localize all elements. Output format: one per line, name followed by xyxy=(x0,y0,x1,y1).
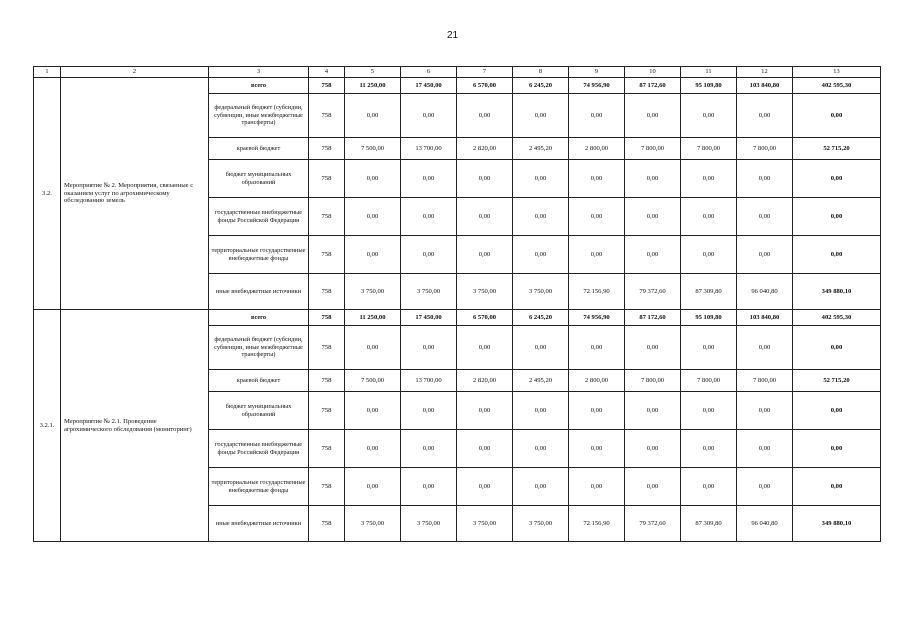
year-value: 0,00 xyxy=(401,430,457,468)
year-value: 0,00 xyxy=(681,468,737,506)
budget-code: 758 xyxy=(309,198,345,236)
year-value: 0,00 xyxy=(345,198,401,236)
year-value: 0,00 xyxy=(457,326,513,370)
budget-code: 758 xyxy=(309,78,345,94)
year-value: 0,00 xyxy=(401,326,457,370)
year-value: 6 570,00 xyxy=(457,78,513,94)
year-value: 0,00 xyxy=(569,94,625,138)
year-value: 0,00 xyxy=(569,468,625,506)
year-value: 0,00 xyxy=(513,468,569,506)
year-value: 0,00 xyxy=(401,236,457,274)
column-number: 1 xyxy=(34,67,61,78)
year-value: 2 800,00 xyxy=(569,138,625,160)
total-value: 0,00 xyxy=(793,160,881,198)
year-value: 96 040,80 xyxy=(737,274,793,310)
column-number: 13 xyxy=(793,67,881,78)
year-value: 0,00 xyxy=(401,160,457,198)
funding-source: иные внебюджетные источники xyxy=(209,274,309,310)
year-value: 13 700,00 xyxy=(401,138,457,160)
column-number: 4 xyxy=(309,67,345,78)
budget-code: 758 xyxy=(309,468,345,506)
total-value: 0,00 xyxy=(793,236,881,274)
total-value: 0,00 xyxy=(793,468,881,506)
budget-code: 758 xyxy=(309,326,345,370)
year-value: 11 250,00 xyxy=(345,78,401,94)
total-value: 402 595,30 xyxy=(793,78,881,94)
year-value: 0,00 xyxy=(345,326,401,370)
funding-source: бюджет муниципальных образований xyxy=(209,160,309,198)
year-value: 0,00 xyxy=(345,160,401,198)
year-value: 0,00 xyxy=(681,392,737,430)
year-value: 0,00 xyxy=(625,160,681,198)
year-value: 0,00 xyxy=(457,430,513,468)
budget-table xyxy=(33,66,881,542)
year-value: 3 750,00 xyxy=(457,274,513,310)
year-value: 0,00 xyxy=(457,236,513,274)
year-value: 0,00 xyxy=(457,94,513,138)
funding-source: территориальные государственные внебюджетные фонды xyxy=(209,236,309,274)
year-value: 13 700,00 xyxy=(401,370,457,392)
funding-source: краевой бюджет xyxy=(209,370,309,392)
year-value: 2 820,00 xyxy=(457,370,513,392)
year-value: 74 956,90 xyxy=(569,310,625,326)
table-row xyxy=(34,310,881,326)
year-value: 0,00 xyxy=(625,430,681,468)
column-number-row xyxy=(34,67,881,78)
year-value: 0,00 xyxy=(737,198,793,236)
year-value: 103 840,80 xyxy=(737,78,793,94)
year-value: 3 750,00 xyxy=(513,274,569,310)
year-value: 3 750,00 xyxy=(513,506,569,542)
total-value: 349 880,10 xyxy=(793,274,881,310)
year-value: 2 820,00 xyxy=(457,138,513,160)
year-value: 0,00 xyxy=(569,326,625,370)
budget-code: 758 xyxy=(309,160,345,198)
year-value: 7 500,00 xyxy=(345,370,401,392)
budget-code: 758 xyxy=(309,310,345,326)
year-value: 3 750,00 xyxy=(345,274,401,310)
column-number: 8 xyxy=(513,67,569,78)
year-value: 0,00 xyxy=(681,326,737,370)
year-value: 0,00 xyxy=(513,198,569,236)
year-value: 7 800,00 xyxy=(625,138,681,160)
year-value: 7 800,00 xyxy=(625,370,681,392)
year-value: 2 495,20 xyxy=(513,370,569,392)
year-value: 2 800,00 xyxy=(569,370,625,392)
column-number: 2 xyxy=(61,67,209,78)
year-value: 0,00 xyxy=(457,392,513,430)
total-value: 0,00 xyxy=(793,198,881,236)
year-value: 6 245,20 xyxy=(513,78,569,94)
year-value: 0,00 xyxy=(569,160,625,198)
year-value: 0,00 xyxy=(513,430,569,468)
year-value: 0,00 xyxy=(345,236,401,274)
year-value: 2 495,20 xyxy=(513,138,569,160)
year-value: 0,00 xyxy=(513,392,569,430)
funding-source: иные внебюджетные источники xyxy=(209,506,309,542)
year-value: 0,00 xyxy=(681,430,737,468)
year-value: 87 309,80 xyxy=(681,274,737,310)
funding-source: всего xyxy=(209,78,309,94)
year-value: 0,00 xyxy=(457,160,513,198)
column-number: 9 xyxy=(569,67,625,78)
year-value: 0,00 xyxy=(681,198,737,236)
page-number: 21 xyxy=(446,30,459,41)
total-value: 52 715,20 xyxy=(793,138,881,160)
year-value: 17 450,00 xyxy=(401,310,457,326)
budget-code: 758 xyxy=(309,370,345,392)
year-value: 3 750,00 xyxy=(401,274,457,310)
year-value: 103 840,80 xyxy=(737,310,793,326)
year-value: 7 500,00 xyxy=(345,138,401,160)
year-value: 0,00 xyxy=(401,468,457,506)
measure-name: Мероприятие № 2.1. Проведение агрохимического обследования (мониторинг) xyxy=(61,310,209,542)
year-value: 0,00 xyxy=(625,468,681,506)
total-value: 402 595,30 xyxy=(793,310,881,326)
year-value: 0,00 xyxy=(737,468,793,506)
total-value: 52 715,20 xyxy=(793,370,881,392)
year-value: 0,00 xyxy=(681,94,737,138)
year-value: 17 450,00 xyxy=(401,78,457,94)
column-number: 10 xyxy=(625,67,681,78)
funding-source: федеральный бюджет (субсидии, субвенции, иные межбюджетные трансферты) xyxy=(209,326,309,370)
year-value: 7 800,00 xyxy=(681,370,737,392)
year-value: 0,00 xyxy=(737,160,793,198)
year-value: 0,00 xyxy=(625,198,681,236)
year-value: 0,00 xyxy=(569,430,625,468)
total-value: 349 880,10 xyxy=(793,506,881,542)
column-number: 7 xyxy=(457,67,513,78)
column-number: 12 xyxy=(737,67,793,78)
funding-source: всего xyxy=(209,310,309,326)
year-value: 0,00 xyxy=(681,160,737,198)
year-value: 0,00 xyxy=(345,94,401,138)
year-value: 95 109,80 xyxy=(681,78,737,94)
year-value: 7 800,00 xyxy=(737,370,793,392)
year-value: 0,00 xyxy=(457,468,513,506)
year-value: 3 750,00 xyxy=(457,506,513,542)
year-value: 0,00 xyxy=(737,430,793,468)
year-value: 0,00 xyxy=(569,198,625,236)
year-value: 0,00 xyxy=(345,430,401,468)
year-value: 0,00 xyxy=(513,160,569,198)
year-value: 7 800,00 xyxy=(737,138,793,160)
measure-name: Мероприятие № 2. Мероприятия, связанные с оказанием услуг по агрохимическому обследованию земель xyxy=(61,78,209,310)
year-value: 79 372,60 xyxy=(625,506,681,542)
year-value: 0,00 xyxy=(513,326,569,370)
funding-source: краевой бюджет xyxy=(209,138,309,160)
funding-source: территориальные государственные внебюджетные фонды xyxy=(209,468,309,506)
column-number: 5 xyxy=(345,67,401,78)
funding-source: федеральный бюджет (субсидии, субвенции, иные межбюджетные трансферты) xyxy=(209,94,309,138)
funding-source: государственные внебюджетные фонды Российской Федерации xyxy=(209,430,309,468)
year-value: 0,00 xyxy=(401,94,457,138)
year-value: 0,00 xyxy=(625,392,681,430)
year-value: 6 570,00 xyxy=(457,310,513,326)
year-value: 0,00 xyxy=(513,236,569,274)
year-value: 0,00 xyxy=(401,392,457,430)
budget-code: 758 xyxy=(309,138,345,160)
year-value: 0,00 xyxy=(401,198,457,236)
year-value: 0,00 xyxy=(345,468,401,506)
year-value: 72 156,90 xyxy=(569,506,625,542)
table-row xyxy=(34,78,881,94)
year-value: 0,00 xyxy=(737,392,793,430)
year-value: 96 040,80 xyxy=(737,506,793,542)
year-value: 0,00 xyxy=(569,392,625,430)
year-value: 3 750,00 xyxy=(401,506,457,542)
year-value: 0,00 xyxy=(457,198,513,236)
budget-code: 758 xyxy=(309,236,345,274)
year-value: 95 109,80 xyxy=(681,310,737,326)
year-value: 0,00 xyxy=(625,326,681,370)
year-value: 87 309,80 xyxy=(681,506,737,542)
year-value: 11 250,00 xyxy=(345,310,401,326)
budget-code: 758 xyxy=(309,430,345,468)
column-number: 6 xyxy=(401,67,457,78)
column-number: 3 xyxy=(209,67,309,78)
year-value: 0,00 xyxy=(737,94,793,138)
budget-code: 758 xyxy=(309,274,345,310)
budget-code: 758 xyxy=(309,94,345,138)
budget-code: 758 xyxy=(309,392,345,430)
measure-number: 3.2. xyxy=(34,78,61,310)
year-value: 74 956,90 xyxy=(569,78,625,94)
year-value: 3 750,00 xyxy=(345,506,401,542)
year-value: 0,00 xyxy=(625,94,681,138)
funding-source: государственные внебюджетные фонды Российской Федерации xyxy=(209,198,309,236)
year-value: 87 172,60 xyxy=(625,310,681,326)
year-value: 0,00 xyxy=(569,236,625,274)
budget-code: 758 xyxy=(309,506,345,542)
year-value: 0,00 xyxy=(625,236,681,274)
total-value: 0,00 xyxy=(793,430,881,468)
year-value: 0,00 xyxy=(345,392,401,430)
year-value: 6 245,20 xyxy=(513,310,569,326)
year-value: 0,00 xyxy=(681,236,737,274)
column-number: 11 xyxy=(681,67,737,78)
year-value: 87 172,60 xyxy=(625,78,681,94)
funding-source: бюджет муниципальных образований xyxy=(209,392,309,430)
total-value: 0,00 xyxy=(793,392,881,430)
total-value: 0,00 xyxy=(793,94,881,138)
measure-number: 3.2.1. xyxy=(34,310,61,542)
year-value: 0,00 xyxy=(737,326,793,370)
year-value: 0,00 xyxy=(513,94,569,138)
total-value: 0,00 xyxy=(793,326,881,370)
year-value: 0,00 xyxy=(737,236,793,274)
year-value: 7 800,00 xyxy=(681,138,737,160)
year-value: 79 372,60 xyxy=(625,274,681,310)
year-value: 72 156,90 xyxy=(569,274,625,310)
